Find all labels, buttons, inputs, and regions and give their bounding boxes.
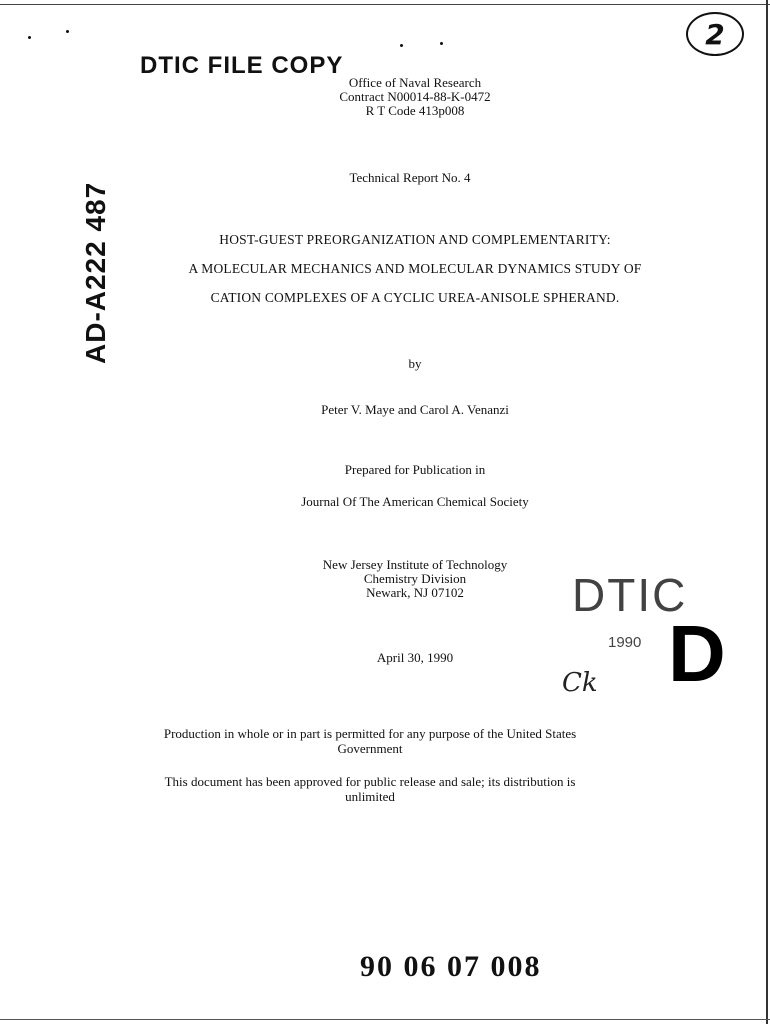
production-notice-line: Government (337, 741, 403, 756)
dtic-stamp-letter: D (668, 609, 726, 698)
scan-speck (440, 42, 443, 45)
report-title (150, 232, 680, 306)
scan-speck (66, 30, 69, 33)
bottom-border (0, 1019, 770, 1020)
circled-number: 2 (705, 17, 725, 51)
journal-name: Journal Of The American Chemical Society (301, 494, 529, 509)
institution-block (290, 558, 540, 600)
release-notice (110, 774, 630, 804)
dtic-file-copy-stamp: DTIC FILE COPY (140, 52, 344, 79)
institution-name: New Jersey Institute of Technology (322, 557, 508, 572)
circled-number-mark (686, 12, 744, 56)
production-notice (110, 726, 630, 756)
title-line: A MOLECULAR MECHANICS AND MOLECULAR DYNAMICS STUDY OF (188, 261, 642, 276)
code-number: R T Code 413p008 (365, 103, 465, 118)
by-label: by (408, 356, 422, 371)
header-block (310, 76, 520, 118)
office-name: Office of Naval Research (348, 75, 482, 90)
dtic-stamp-text: DTIC (572, 569, 688, 621)
city-address: Newark, NJ 07102 (366, 585, 464, 600)
top-border (0, 4, 770, 5)
release-notice-line: unlimited (345, 789, 395, 804)
scan-speck (28, 36, 31, 39)
title-line: HOST-GUEST PREORGANIZATION AND COMPLEMENTARITY: (219, 232, 611, 247)
prepared-for: Prepared for Publication in (344, 462, 486, 477)
right-border (766, 0, 768, 1024)
authors: Peter V. Maye and Carol A. Venanzi (321, 402, 509, 417)
report-number: Technical Report No. 4 (349, 170, 471, 185)
report-date: April 30, 1990 (376, 650, 454, 665)
contract-number: Contract N00014-88-K-0472 (339, 89, 491, 104)
title-line: CATION COMPLEXES OF A CYCLIC UREA-ANISOLE SPHERAND. (210, 290, 620, 305)
production-notice-line: Production in whole or in part is permitted for any purpose of the United States (163, 726, 577, 741)
ad-number-vertical: AD-A222 487 (80, 181, 111, 364)
accession-code: 90 06 07 008 (360, 950, 542, 983)
release-notice-line: This document has been approved for public release and sale; its distribution is (164, 774, 576, 789)
handwritten-initials: Ck (562, 668, 598, 698)
dtic-stamp-date: 1990 (608, 634, 642, 651)
division-name: Chemistry Division (363, 571, 467, 586)
scan-speck (400, 44, 403, 47)
